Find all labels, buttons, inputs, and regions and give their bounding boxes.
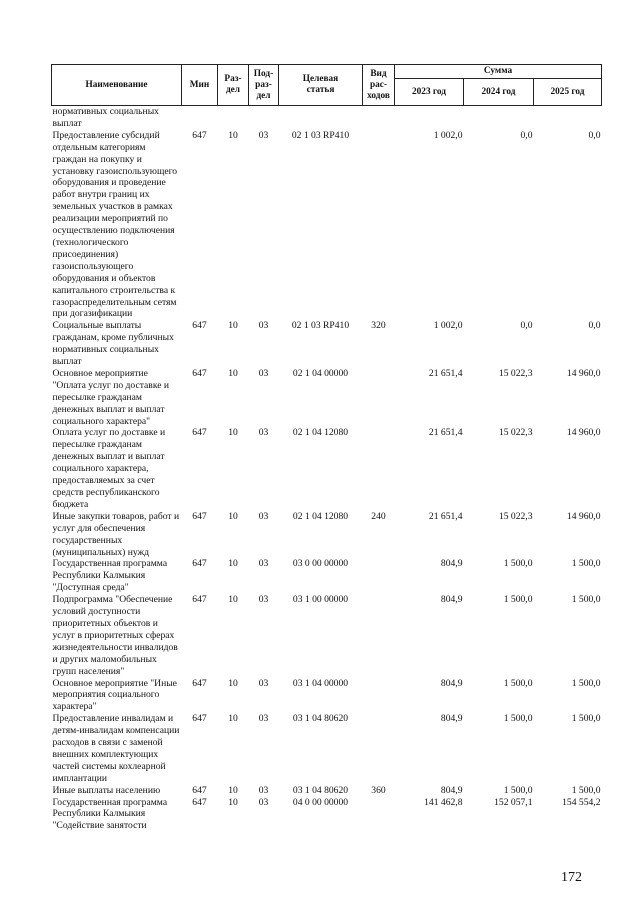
row-razdel: 10 [228,367,238,379]
row-razdel: 10 [228,427,238,439]
row-name: Социальные выплаты гражданам, кроме публичных нормативных социальных выплат [52,320,174,368]
row-razdel: 10 [228,129,238,141]
row-name: Основное мероприятие "Оплата услуг по доставке и пересылке гражданам денежных выплат и выплат социального характера" [52,367,170,427]
table-row [52,106,602,130]
row-celevaya: 02 1 04 12080 [292,427,349,439]
row-celevaya: 02 1 03 RP410 [291,129,350,141]
row-name: Предоставление инвалидам и детям-инвалидам компенсации расходов в связи с заменой внешних комплектующих частей системы кохлеарной имплантации [52,713,180,784]
row-sum-2024: 1 500,0 [503,558,533,570]
row-sum-2025: 14 960,0 [566,427,601,439]
row-sum-2024: 15 022,3 [498,510,533,522]
row-min: 647 [192,320,207,332]
table-row [52,558,602,594]
col-name-header: Наименование [52,65,182,106]
table-row [52,368,602,428]
row-name: Оплата услуг по доставке и пересылке гражданам денежных выплат и выплат социального характера, предоставляемых за счет средств республиканского бюджета [52,427,166,510]
row-podrazdel: 03 [258,510,269,522]
row-vid: 320 [371,320,386,332]
row-min: 647 [192,367,207,379]
row-celevaya: 03 1 04 00000 [292,677,349,689]
row-sum-2024: 1 500,0 [503,594,533,606]
row-vid [363,130,395,321]
page-number: 172 [561,870,582,885]
budget-table [51,64,602,832]
row-sum-2023: 804,9 [440,713,463,725]
row-vid [363,427,395,510]
table-row [52,797,602,833]
row-sum-2025 [534,106,602,130]
row-vid [363,713,395,784]
row-min: 647 [192,427,207,439]
row-sum-2024: 0,0 [520,320,533,332]
row-name: Государственная программа Республики Калмыкия "Доступная среда" [52,558,168,594]
row-podrazdel: 03 [258,320,269,332]
row-sum-2025: 1 500,0 [571,784,601,796]
table-row [52,594,602,677]
col-summa-header: Сумма [395,65,602,79]
row-sum-2025: 154 554,2 [562,796,601,808]
table-row [52,320,602,368]
row-name: нормативных социальных выплат [52,106,159,129]
row-celevaya: 03 1 04 80620 [292,784,349,796]
row-sum-2025: 0,0 [588,320,601,332]
row-celevaya: 03 1 04 80620 [292,713,349,725]
row-name: Подпрограмма "Обеспечение условий доступности приоритетных объектов и услуг в приоритетных сферах жизнедеятельности инвалидов и других маломобильных групп населения" [52,594,178,677]
row-vid [363,368,395,428]
row-sum-2024: 15 022,3 [498,367,533,379]
row-podrazdel: 03 [258,784,269,796]
table-row [52,713,602,784]
row-sum-2023: 804,9 [440,677,463,689]
col-podrazdel-header: Под- раз- дел [249,65,279,106]
table-row [52,785,602,797]
row-sum-2024: 15 022,3 [498,427,533,439]
row-sum-2025: 0,0 [588,129,601,141]
row-razdel [218,106,249,130]
row-sum-2023: 804,9 [440,784,463,796]
row-sum-2024 [464,106,534,130]
row-sum-2023: 141 462,8 [424,796,463,808]
row-name: Основное мероприятие "Иные мероприятия социального характера" [52,677,177,713]
table-header [52,65,602,106]
row-name: Предоставление субсидий отдельным категориям граждан на покупку и установку газоиспользующего оборудования и проведение работ внутри границ их земельных участков в рамках реализации мероприятий по осуществлению подключения (технологического присоединения) газоиспользующего оборудования и объектов капитального строительства к газораспределительным сетям при догазификации [52,129,178,320]
table-row [52,511,602,559]
row-vid [363,797,395,833]
row-vid: 240 [371,510,386,522]
row-podrazdel: 03 [258,677,269,689]
row-podrazdel: 03 [258,796,269,808]
row-vid: 360 [371,784,386,796]
row-razdel: 10 [228,558,238,570]
row-sum-2023 [395,106,464,130]
row-celevaya: 02 1 04 12080 [292,510,349,522]
row-podrazdel: 03 [258,713,269,725]
row-vid [363,594,395,677]
row-razdel: 10 [228,796,238,808]
row-celevaya [279,106,363,130]
row-podrazdel: 03 [258,427,269,439]
row-sum-2023: 21 651,4 [428,427,463,439]
col-2023-header: 2023 год [395,79,464,106]
row-sum-2025: 1 500,0 [571,558,601,570]
row-sum-2025: 14 960,0 [566,510,601,522]
row-min: 647 [192,558,207,570]
table-row [52,130,602,321]
row-podrazdel: 03 [258,558,269,570]
row-razdel: 10 [228,677,238,689]
row-sum-2024: 1 500,0 [503,713,533,725]
row-razdel: 10 [228,510,238,522]
row-sum-2023: 804,9 [440,558,463,570]
col-min-header: Мин [182,65,218,106]
row-min: 647 [192,129,207,141]
row-vid [363,558,395,594]
row-min: 647 [192,677,207,689]
row-razdel: 10 [228,594,238,606]
col-razdel-header: Раз- дел [218,65,249,106]
row-name: Иные выплаты населению [52,784,161,796]
row-sum-2024: 0,0 [520,129,533,141]
col-celevaya-header: Целевая статья [279,65,363,106]
row-sum-2023: 21 651,4 [428,510,463,522]
row-sum-2025: 1 500,0 [571,713,601,725]
row-sum-2025: 1 500,0 [571,594,601,606]
row-podrazdel [249,106,279,130]
row-podrazdel: 03 [258,129,269,141]
table-row [52,678,602,714]
row-sum-2023: 804,9 [440,594,463,606]
row-name: Государственная программа Республики Калмыкия "Содействие занятости [52,796,168,832]
row-vid [363,106,395,130]
row-sum-2023: 1 002,0 [433,129,463,141]
col-vid-header: Вид рас- ходов [363,65,395,106]
row-celevaya: 04 0 00 00000 [292,796,349,808]
row-min: 647 [192,784,207,796]
row-celevaya: 03 0 00 00000 [292,558,349,570]
row-celevaya: 02 1 03 RP410 [291,320,350,332]
row-sum-2025: 14 960,0 [566,367,601,379]
row-min: 647 [192,510,207,522]
row-razdel: 10 [228,320,238,332]
row-celevaya: 03 1 00 00000 [292,594,349,606]
row-name: Иные закупки товаров, работ и услуг для обеспечения государственных (муниципальных) нужд [52,510,180,558]
row-sum-2023: 21 651,4 [428,367,463,379]
row-sum-2024: 152 057,1 [494,796,533,808]
row-razdel: 10 [228,784,238,796]
table-body [52,106,602,833]
row-podrazdel: 03 [258,594,269,606]
col-2025-header: 2025 год [534,79,602,106]
row-vid [363,678,395,714]
row-min [182,106,218,130]
row-min: 647 [192,713,207,725]
row-celevaya: 02 1 04 00000 [292,367,349,379]
row-razdel: 10 [228,713,238,725]
row-sum-2024: 1 500,0 [503,784,533,796]
row-sum-2023: 1 002,0 [433,320,463,332]
table-row [52,427,602,510]
col-2024-header: 2024 год [464,79,534,106]
row-min: 647 [192,594,207,606]
row-podrazdel: 03 [258,367,269,379]
row-sum-2025: 1 500,0 [571,677,601,689]
row-sum-2024: 1 500,0 [503,677,533,689]
row-min: 647 [192,796,207,808]
